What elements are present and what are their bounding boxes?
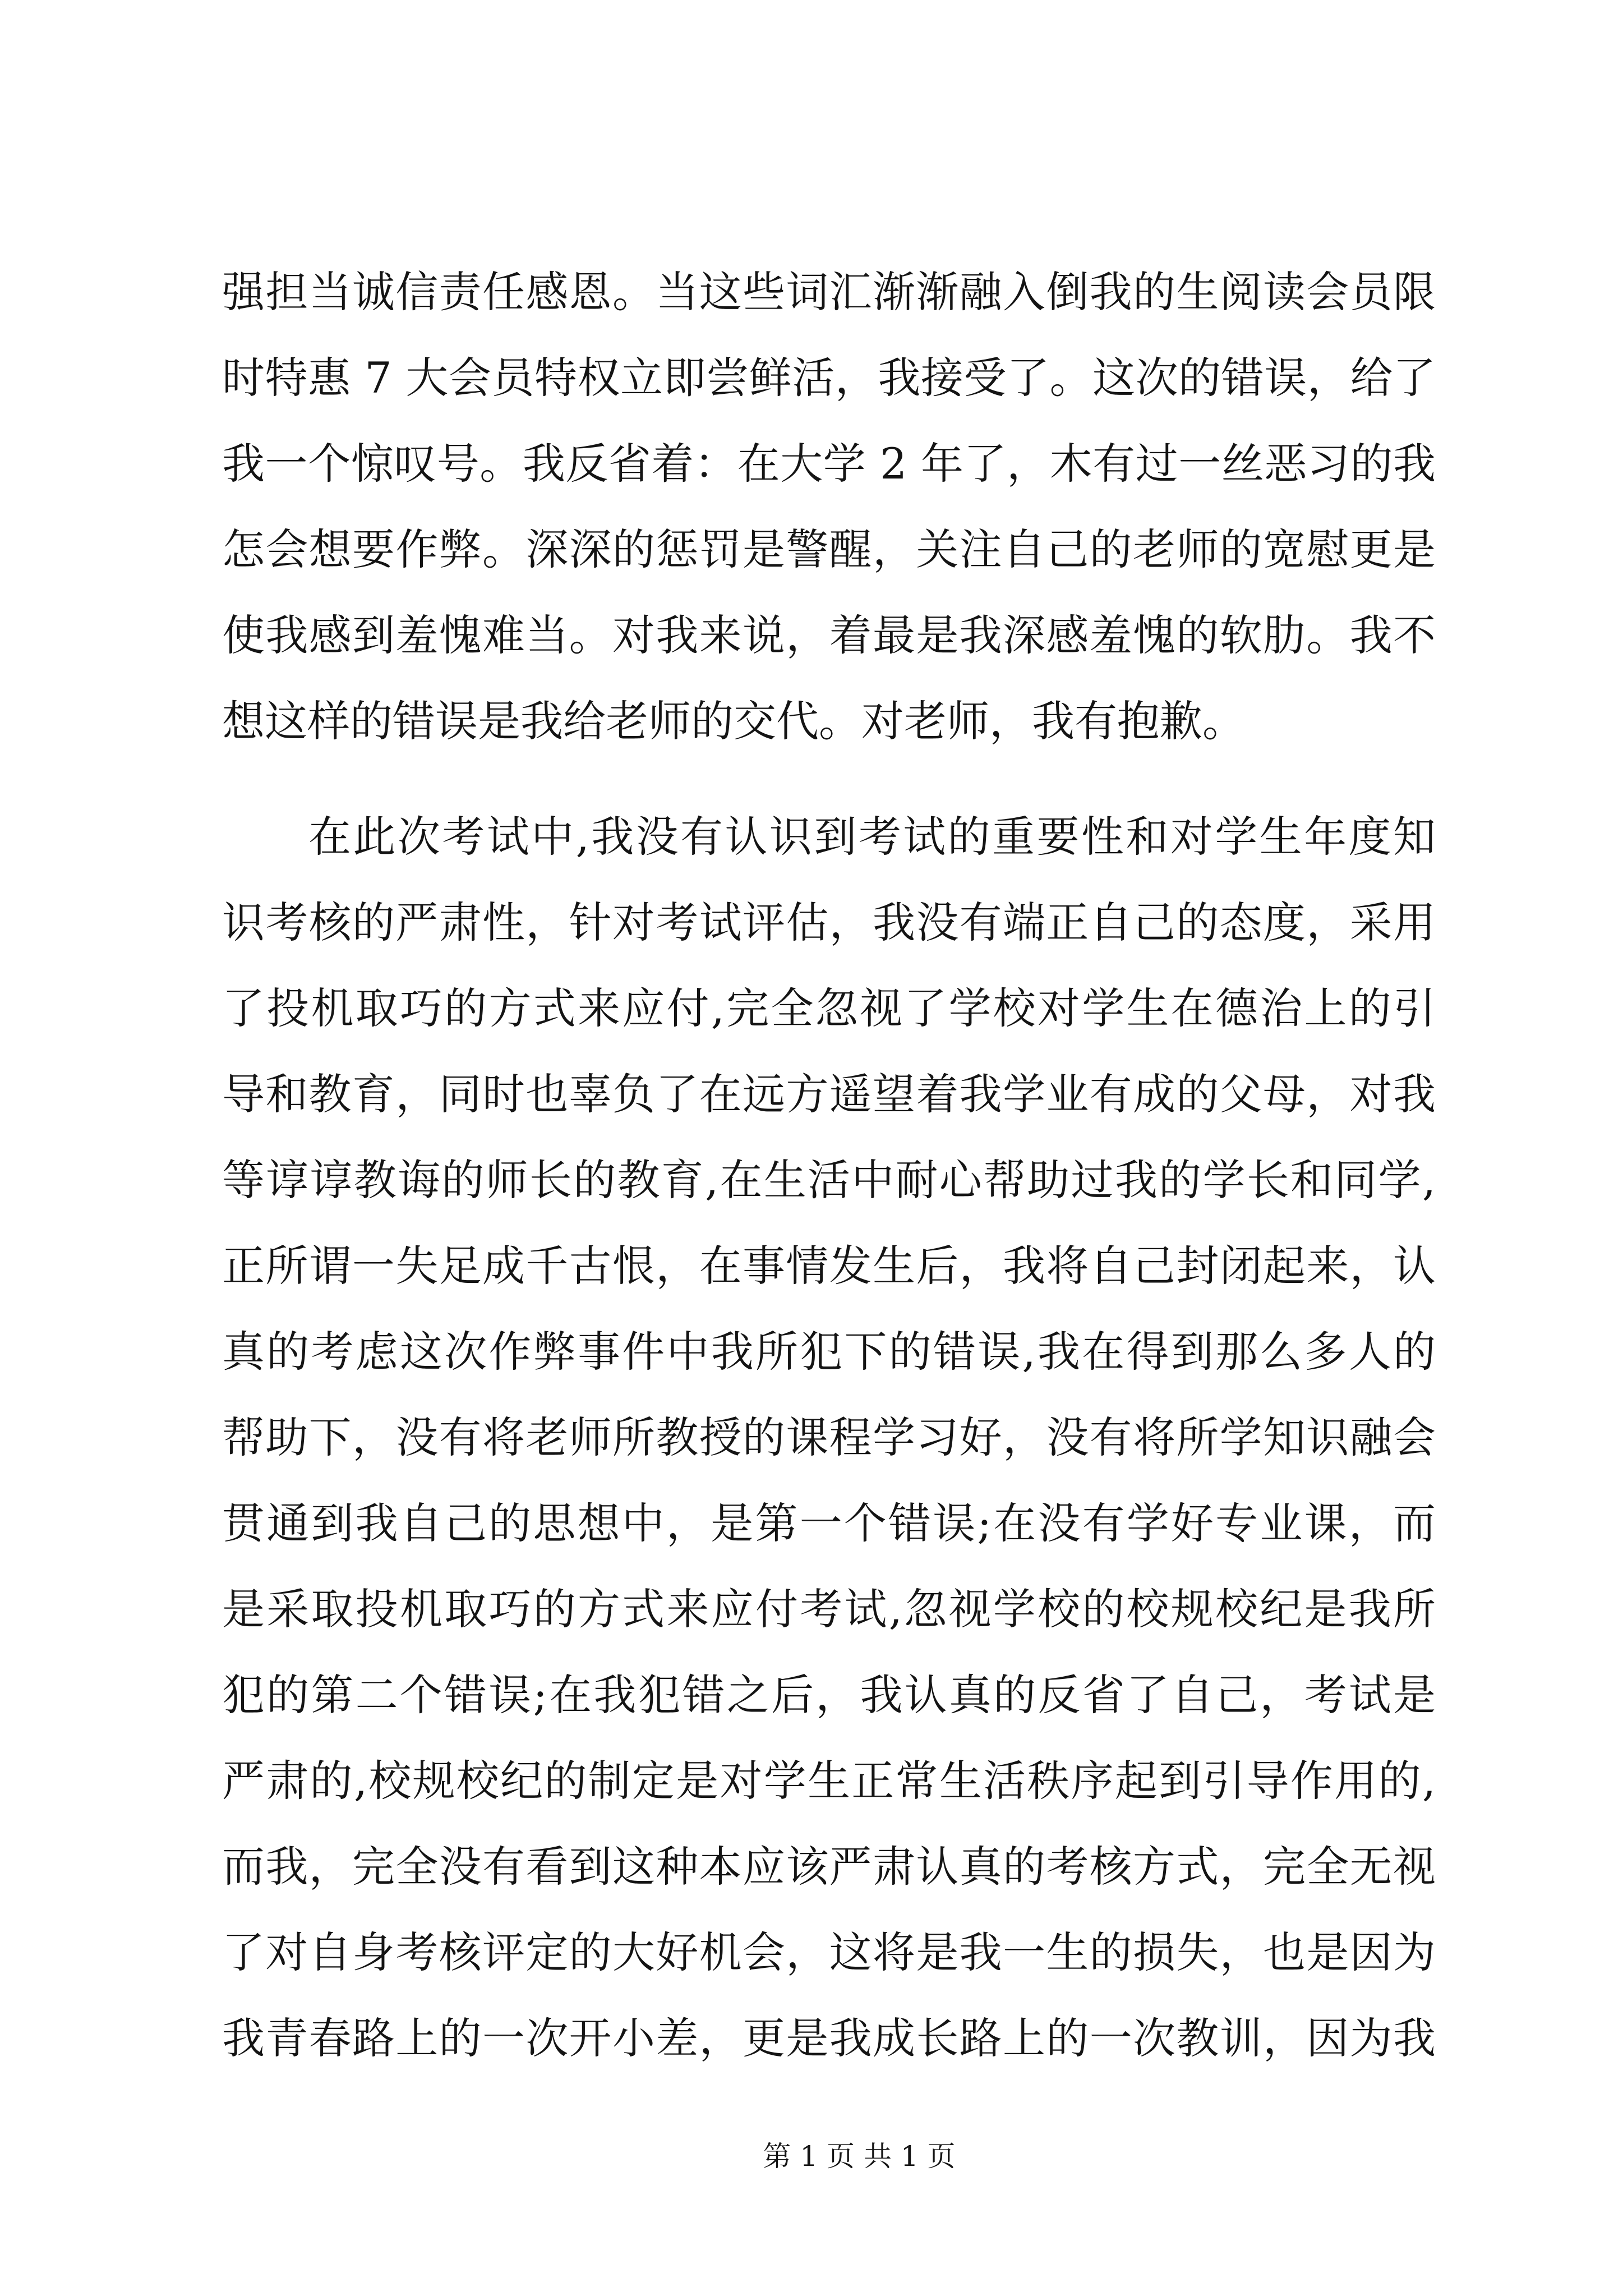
- text-line: 我一个惊叹号。我反省着：在大学 2 年了，木有过一丝恶习的我: [222, 439, 1436, 489]
- text-line: 贯通到我自己的思想中，是第一个错误;在没有学好专业课，而: [222, 1498, 1436, 1548]
- text-line: 了投机取巧的方式来应付,完全忽视了学校对学生在德治上的引: [222, 983, 1436, 1033]
- text-line: 强担当诚信责任感恩。当这些词汇渐渐融入倒我的生阅读会员限: [222, 267, 1436, 317]
- text-line: 了对自身考核评定的大好机会，这将是我一生的损失，也是因为: [222, 1927, 1436, 1977]
- text-line: 使我感到羞愧难当。对我来说，着最是我深感羞愧的软肋。我不: [222, 610, 1436, 660]
- text-line: 识考核的严肃性，针对考试评估，我没有端正自己的态度，采用: [222, 898, 1436, 947]
- text-line: 而我，完全没有看到这种本应该严肃认真的考核方式，完全无视: [222, 1842, 1436, 1892]
- text-line: 犯的第二个错误;在我犯错之后，我认真的反省了自己，考试是: [222, 1670, 1436, 1720]
- page-footer: 第 1 页 共 1 页: [763, 2140, 956, 2173]
- text-line: 时特惠 7 大会员特权立即尝鲜活，我接受了。这次的错误，给了: [222, 353, 1436, 403]
- text-line: 严肃的,校规校纪的制定是对学生正常生活秩序起到引导作用的,: [222, 1756, 1436, 1806]
- paragraph-1: [222, 249, 1436, 764]
- text-line: 帮助下，没有将老师所教授的课程学习好，没有将所学知识融会: [222, 1412, 1436, 1462]
- text-line: 正所谓一失足成千古恨，在事情发生后，我将自己封闭起来，认: [222, 1241, 1436, 1291]
- text-line: 真的考虑这次作弊事件中我所犯下的错误,我在得到那么多人的: [222, 1327, 1436, 1377]
- text-line: 在此次考试中,我没有认识到考试的重要性和对学生年度知: [308, 812, 1436, 862]
- text-line: 怎会想要作弊。深深的惩罚是警醒，关注自己的老师的宽慰更是: [222, 524, 1436, 574]
- text-line: 等谆谆教诲的师长的教育,在生活中耐心帮助过我的学长和同学,: [222, 1155, 1436, 1205]
- text-line: 我青春路上的一次开小差，更是我成长路上的一次教训，因为我: [222, 2013, 1436, 2063]
- text-line: 导和教育，同时也辜负了在远方遥望着我学业有成的父母，对我: [222, 1069, 1436, 1119]
- text-line: 想这样的错误是我给老师的交代。对老师，我有抱歉。: [222, 696, 1245, 746]
- paragraph-2: [222, 794, 1436, 2081]
- text-line: 是采取投机取巧的方式来应付考试,忽视学校的校规校纪是我所: [222, 1584, 1436, 1634]
- document-body: [222, 249, 1436, 2081]
